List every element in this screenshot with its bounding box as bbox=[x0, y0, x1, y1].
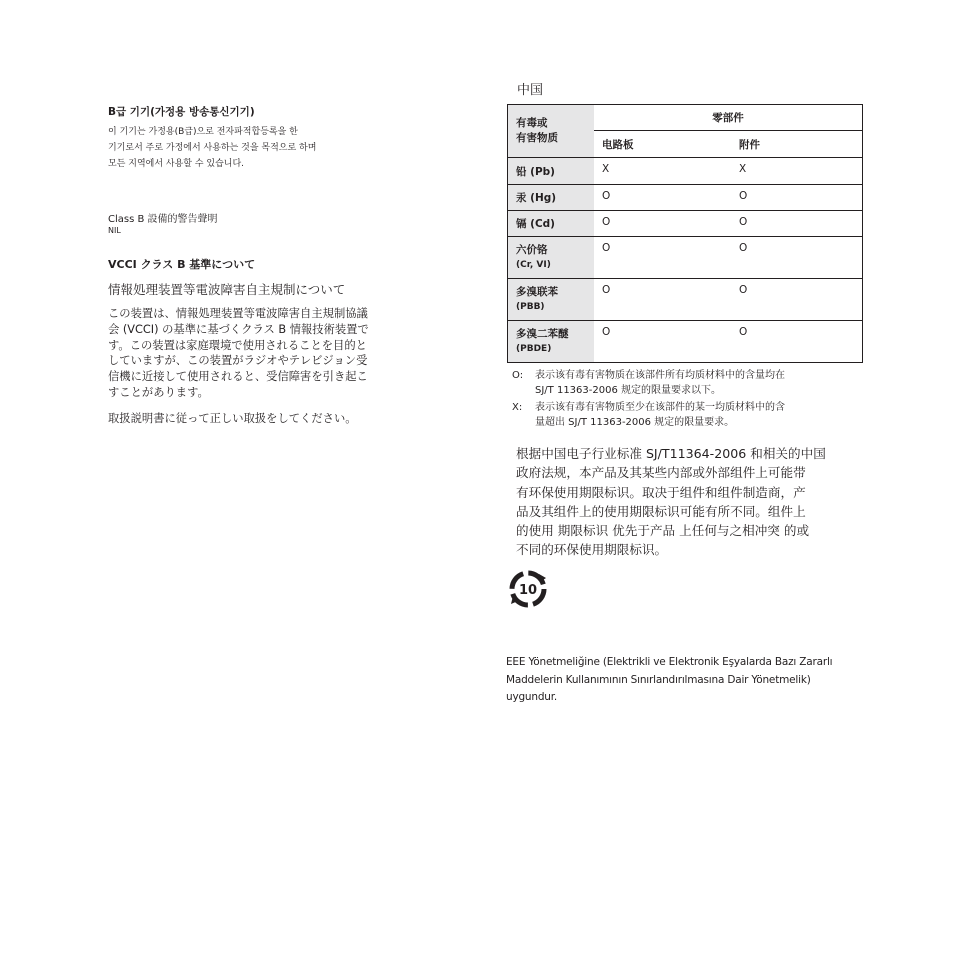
korea-class-b-body bbox=[108, 124, 398, 172]
taiwan-class-b-title bbox=[108, 210, 218, 225]
statement-line: 品及其组件上的使用期限标识可能有所不同。组件上 bbox=[516, 503, 806, 519]
table-row bbox=[508, 185, 863, 211]
statement-line: 政府法规，本产品及其某些内部或外部组件上可能带 bbox=[516, 465, 806, 481]
note-line: 量超出 SJ/T 11363-2006 规定的限量要求。 bbox=[535, 416, 735, 428]
table-row bbox=[508, 321, 863, 363]
table-header-circuit-board: 电路板 bbox=[594, 131, 731, 158]
turkey-line: EEE Yönetmeliğine (Elektrikli ve Elektronik Eşyalarda Bazı Zararlı bbox=[506, 656, 833, 668]
korea-line: 기기로서 주로 가정에서 사용하는 것을 목적으로 하며 bbox=[108, 143, 317, 153]
substance-name-text: 多溴二苯醚 bbox=[516, 327, 569, 340]
korea-class-b-title: B급 기기(가정용 방송통신기기) bbox=[108, 106, 255, 118]
accessories-value: O bbox=[731, 237, 863, 279]
substance-formula: (Cr, VI) bbox=[516, 259, 551, 270]
substance-name bbox=[508, 279, 595, 321]
turkey-eee-statement bbox=[506, 654, 876, 707]
statement-line: 根据中国电子行业标准 SJ/T11364-2006 和相关的中国 bbox=[516, 446, 826, 461]
substance-name bbox=[508, 321, 595, 363]
accessories-value: O bbox=[731, 185, 863, 211]
circuit-board-value: O bbox=[594, 237, 731, 279]
circuit-board-value: O bbox=[594, 279, 731, 321]
taiwan-class-b-body: NIL bbox=[108, 226, 121, 235]
table-header-substance-line: 有害物质 bbox=[516, 132, 558, 144]
korea-line: 이 기기는 가정용(B급)으로 전자파적합등록을 한 bbox=[108, 127, 298, 137]
logo-number: 10 bbox=[518, 583, 538, 598]
table-row bbox=[508, 237, 863, 279]
substance-name: 镉 (Cd) bbox=[508, 211, 595, 237]
accessories-value: X bbox=[731, 158, 863, 185]
note-line: 表示该有毒有害物质至少在该部件的某一均质材料中的含 bbox=[535, 402, 785, 413]
accessories-value: O bbox=[731, 279, 863, 321]
statement-line: 有环保使用期限标识。取决于组件和组件制造商，产 bbox=[516, 484, 806, 500]
vcci-heading: VCCI クラス B 基準について bbox=[108, 258, 256, 271]
statement-line: 不同的环保使用期限标识。 bbox=[516, 542, 668, 558]
substance-name-text: 多溴联苯 bbox=[516, 285, 558, 298]
vcci-line: す。この装置は家庭環境で使用されることを目的と bbox=[108, 338, 367, 352]
hazardous-substance-table bbox=[507, 104, 863, 363]
turkey-line: uygundur. bbox=[506, 691, 558, 703]
vcci-statement bbox=[108, 306, 416, 401]
vcci-line: していますが、この装置がラジオやテレビジョン受 bbox=[108, 354, 368, 368]
vcci-subtitle: 情報処理装置等電波障害自主規制について bbox=[108, 282, 346, 297]
vcci-line: すことがあります。 bbox=[108, 385, 209, 399]
note-line: 表示该有毒有害物质在该部件所有均质材料中的含量均在 bbox=[535, 370, 785, 381]
table-header-accessories: 附件 bbox=[731, 131, 863, 158]
substance-name-text: 六价铬 bbox=[516, 243, 548, 256]
accessories-value: O bbox=[731, 321, 863, 363]
circuit-board-value: X bbox=[594, 158, 731, 185]
table-row bbox=[508, 158, 863, 185]
substance-name: 铅 (Pb) bbox=[508, 158, 595, 185]
circuit-board-value: O bbox=[594, 211, 731, 237]
note-key: O: bbox=[512, 370, 524, 381]
note-text bbox=[535, 369, 865, 398]
substance-name: 汞 (Hg) bbox=[508, 185, 595, 211]
substance-formula: (PBB) bbox=[516, 301, 545, 312]
vcci-line: 信機に近接して使用されると、受信障害を引き起こ bbox=[108, 370, 368, 384]
note-key: X: bbox=[512, 402, 523, 413]
substance-formula: (PBDE) bbox=[516, 343, 552, 354]
note-line: SJ/T 11363-2006 规定的限量要求以下。 bbox=[535, 384, 722, 396]
korea-line: 모든 지역에서 사용할 수 있습니다. bbox=[108, 159, 245, 169]
table-header-substance-line: 有毒或 bbox=[516, 117, 548, 129]
circuit-board-value: O bbox=[594, 185, 731, 211]
environment-protection-use-period-icon bbox=[505, 566, 551, 612]
table-header-parts: 零部件 bbox=[594, 105, 863, 131]
statement-line: 的使用 期限标识 优先于产品 上任何与之相冲突 的或 bbox=[516, 523, 810, 539]
china-efup-statement bbox=[516, 444, 866, 560]
turkey-line: Maddelerin Kullanımının Sınırlandırılmasına Dair Yönetmelik) bbox=[506, 673, 811, 686]
note-x bbox=[512, 401, 872, 431]
note-text bbox=[535, 401, 865, 430]
taiwan-title-text: Class B 設備的警告聲明 bbox=[108, 214, 218, 225]
table-row bbox=[508, 279, 863, 321]
circuit-board-value: O bbox=[594, 321, 731, 363]
china-section-title: 中国 bbox=[517, 83, 544, 98]
vcci-line: この装置は、情報処理装置等電波障害自主規制協議 bbox=[108, 307, 368, 320]
note-o bbox=[512, 369, 872, 399]
vcci-instruction: 取扱説明書に従って正しい取扱をしてください。 bbox=[108, 412, 357, 425]
vcci-line: 会 (VCCI) の基準に基づくクラス B 情報技術装置で bbox=[108, 322, 369, 336]
table-header-substance bbox=[508, 105, 595, 158]
table-row bbox=[508, 211, 863, 237]
substance-name bbox=[508, 237, 595, 279]
accessories-value: O bbox=[731, 211, 863, 237]
